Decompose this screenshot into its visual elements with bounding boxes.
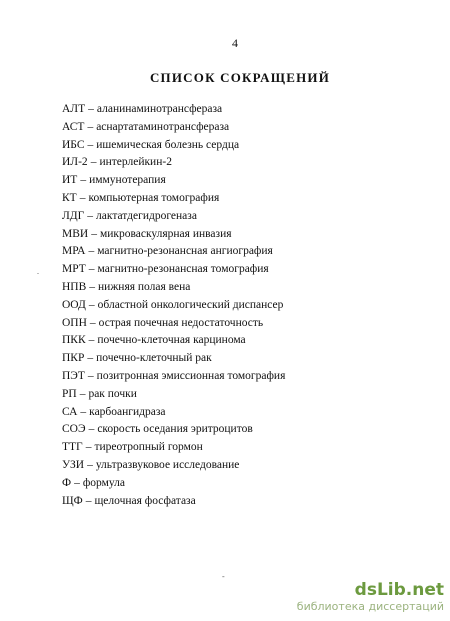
- abbreviation-term: УЗИ: [62, 458, 85, 471]
- abbreviation-item: [62, 190, 285, 208]
- abbreviation-item: [62, 457, 285, 475]
- abbreviation-term: ООД: [62, 298, 86, 311]
- abbreviation-term: ПКР: [62, 352, 85, 365]
- abbreviation-meaning: аснартатаминотрансфераза: [96, 120, 230, 133]
- abbreviation-meaning: формула: [82, 476, 125, 489]
- abbreviation-separator: –: [79, 387, 86, 400]
- abbreviation-separator: –: [79, 191, 86, 204]
- abbreviation-meaning: нижняя полая вена: [98, 280, 191, 293]
- abbreviation-term: ИЛ-2: [62, 156, 88, 169]
- abbreviation-term: КТ: [62, 191, 77, 204]
- abbreviation-item: [62, 226, 285, 244]
- abbreviation-separator: –: [85, 494, 92, 507]
- abbreviation-meaning: областной онкологический диспансер: [97, 298, 284, 311]
- abbreviation-meaning: интерлейкин-2: [99, 156, 172, 169]
- abbreviation-term: НПВ: [62, 280, 87, 293]
- abbreviation-meaning: магнитно-резонансная ангиография: [97, 245, 273, 258]
- abbreviation-separator: –: [88, 298, 95, 311]
- abbreviation-term: ПКК: [62, 334, 86, 347]
- abbreviation-separator: –: [89, 316, 96, 329]
- abbreviation-separator: –: [88, 263, 95, 276]
- abbreviation-item: [62, 493, 285, 511]
- abbreviation-item: [62, 368, 285, 386]
- abbreviation-item: [62, 439, 285, 457]
- abbreviation-meaning: аланинаминотрансфераза: [96, 103, 223, 115]
- abbreviation-separator: –: [87, 352, 94, 365]
- abbreviation-item: [62, 421, 285, 439]
- abbreviation-item: [62, 119, 285, 137]
- abbreviation-meaning: ишемическая болезнь сердца: [96, 138, 240, 151]
- abbreviation-meaning: острая почечная недостаточность: [98, 316, 264, 329]
- abbreviation-term: ТТГ: [62, 441, 83, 454]
- scan-speck: -: [222, 572, 225, 581]
- abbreviation-term: АСТ: [62, 120, 85, 133]
- abbreviation-list: [62, 101, 285, 510]
- abbreviation-meaning: скорость оседания эритроцитов: [97, 423, 253, 436]
- watermark-subtitle: библиотека диссертаций: [296, 600, 444, 613]
- abbreviation-term: МРА: [62, 245, 86, 258]
- abbreviation-item: [62, 208, 285, 226]
- abbreviation-meaning: микроваскулярная инвазия: [99, 227, 232, 240]
- abbreviation-item: [62, 332, 285, 350]
- abbreviation-separator: –: [87, 138, 94, 151]
- abbreviation-separator: –: [88, 334, 95, 347]
- abbreviation-separator: –: [85, 441, 92, 454]
- abbreviation-meaning: почечно-клеточный рак: [96, 352, 212, 365]
- abbreviation-term: ИБС: [62, 138, 85, 151]
- abbreviation-separator: –: [80, 174, 87, 187]
- abbreviation-term: Ф: [62, 476, 72, 489]
- abbreviation-item: [62, 101, 285, 119]
- abbreviation-meaning: рак почки: [88, 387, 137, 400]
- page-number: 4: [232, 36, 238, 50]
- abbreviation-separator: –: [87, 120, 94, 133]
- abbreviation-term: ИТ: [62, 174, 78, 187]
- abbreviation-term: ОПН: [62, 316, 87, 329]
- abbreviation-item: [62, 261, 285, 279]
- page-title: СПИСОК СОКРАЩЕНИЙ: [149, 70, 331, 85]
- abbreviation-item: [62, 404, 285, 422]
- abbreviation-separator: –: [74, 476, 80, 489]
- abbreviation-term: СА: [62, 405, 78, 418]
- abbreviation-term: ЩФ: [62, 494, 83, 507]
- abbreviation-separator: –: [87, 369, 94, 382]
- abbreviation-item: [62, 172, 285, 190]
- abbreviation-item: [62, 475, 285, 493]
- abbreviation-item: [62, 350, 285, 368]
- abbreviation-term: РП: [62, 387, 77, 400]
- abbreviation-meaning: лактатдегидрогеназа: [96, 209, 197, 222]
- abbreviation-separator: –: [88, 423, 95, 436]
- abbreviation-item: [62, 154, 285, 172]
- abbreviation-meaning: тиреотропный гормон: [94, 441, 203, 454]
- abbreviation-item: [62, 243, 285, 261]
- abbreviation-separator: –: [87, 209, 94, 222]
- watermark-brand: dsLib.net: [354, 580, 444, 600]
- abbreviation-meaning: карбоангидраза: [89, 405, 166, 418]
- abbreviation-item: [62, 279, 285, 297]
- abbreviation-meaning: ультразвуковое исследование: [95, 458, 240, 471]
- watermark: [297, 580, 444, 613]
- abbreviation-item: [62, 386, 285, 404]
- scan-speck: .: [37, 267, 39, 276]
- abbreviation-separator: –: [87, 458, 93, 471]
- abbreviation-item: [62, 297, 285, 315]
- abbreviation-meaning: компьютерная томография: [88, 191, 220, 204]
- abbreviation-separator: –: [88, 103, 94, 115]
- abbreviation-item: [62, 315, 285, 333]
- abbreviation-term: ПЭТ: [62, 369, 85, 382]
- abbreviation-term: СОЭ: [62, 423, 86, 436]
- abbreviation-meaning: магнитно-резонансная томография: [97, 263, 269, 276]
- abbreviation-item: [62, 137, 285, 155]
- abbreviation-separator: –: [89, 280, 96, 293]
- abbreviation-meaning: щелочная фосфатаза: [94, 494, 196, 507]
- abbreviation-term: МРТ: [62, 263, 86, 276]
- abbreviation-term: МВИ: [62, 227, 89, 240]
- abbreviation-separator: –: [90, 156, 97, 169]
- abbreviation-meaning: иммунотерапия: [89, 174, 166, 187]
- abbreviation-separator: –: [88, 245, 95, 258]
- abbreviation-meaning: почечно-клеточная карцинома: [97, 334, 246, 347]
- abbreviation-separator: –: [91, 227, 97, 240]
- abbreviation-separator: –: [80, 405, 87, 418]
- abbreviation-meaning: позитронная эмиссионная томография: [96, 369, 286, 382]
- abbreviation-term: АЛТ: [62, 103, 86, 115]
- abbreviation-term: ЛДГ: [62, 209, 85, 222]
